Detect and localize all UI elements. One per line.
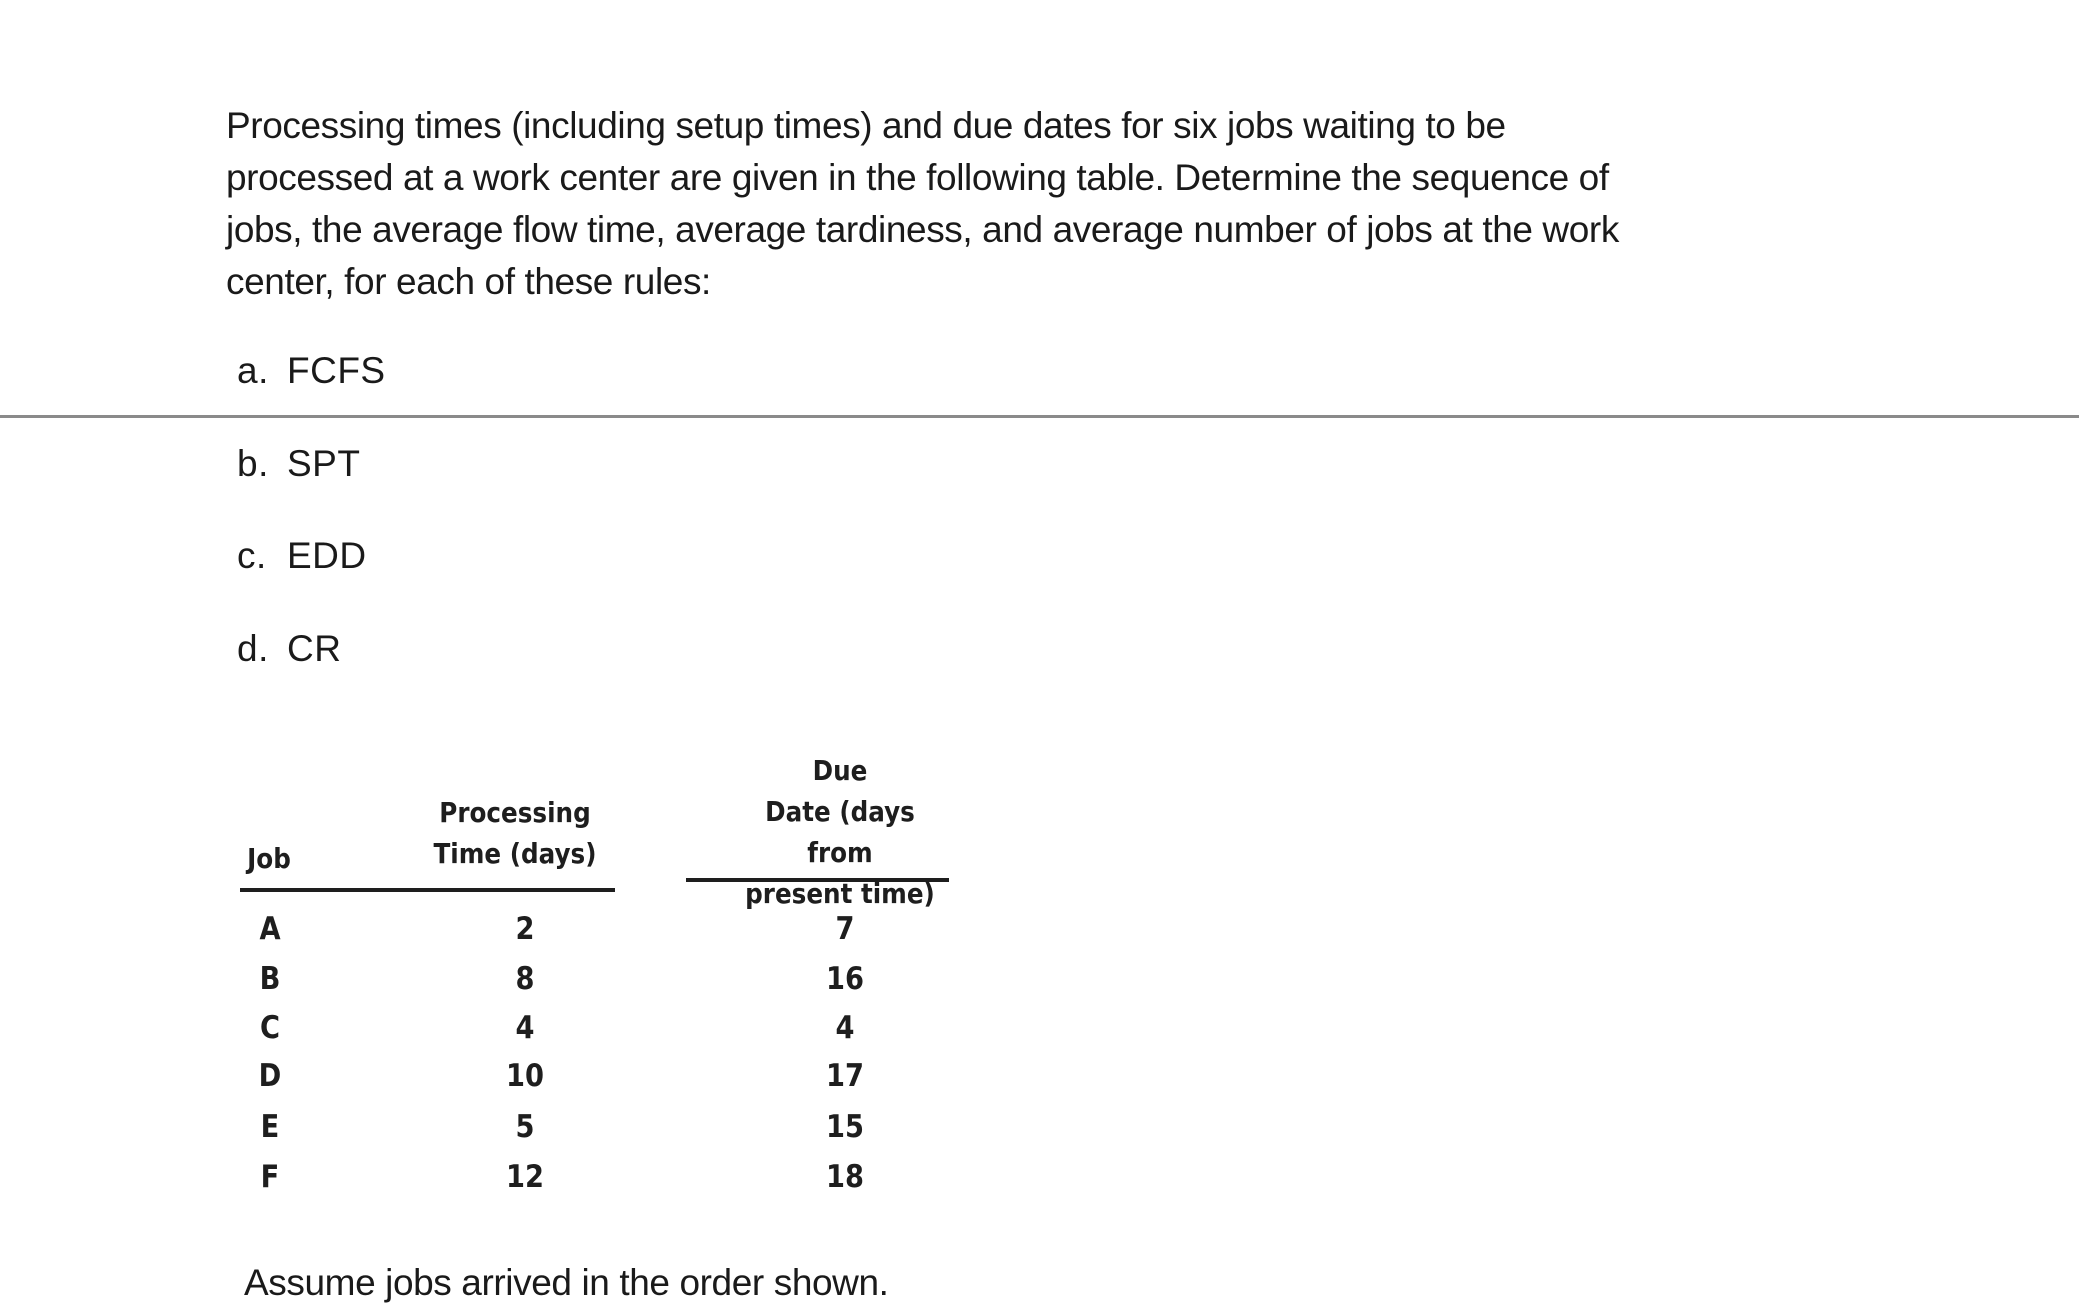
rule-label: CR [287, 628, 342, 669]
rule-item-edd [237, 535, 367, 577]
table-row [0, 958, 2079, 1000]
cell-processing: 2 [515, 911, 535, 947]
assumption-note: Assume jobs arrived in the order shown. [244, 1262, 889, 1303]
rule-item-spt [237, 443, 360, 485]
header-job: Job [247, 842, 291, 875]
cell-due: 15 [826, 1109, 864, 1145]
header-due-line2: Date (days from [765, 795, 915, 869]
header-rule-left [240, 888, 615, 892]
header-processing-time [427, 792, 603, 874]
page-divider [0, 415, 2079, 418]
table-row [0, 1156, 2079, 1198]
header-processing-line2: Time (days) [433, 837, 597, 870]
cell-processing: 5 [515, 1109, 535, 1145]
header-rule-right [686, 878, 949, 882]
cell-processing: 12 [506, 1159, 544, 1195]
cell-job: D [258, 1058, 282, 1094]
header-processing-line1: Processing [439, 796, 591, 829]
rule-label: SPT [287, 443, 361, 484]
rule-item-cr [237, 628, 341, 670]
cell-due: 16 [826, 961, 864, 997]
rule-letter: c. [237, 535, 267, 576]
header-due-line1: Due [812, 754, 868, 787]
table-row [0, 1106, 2079, 1148]
cell-job: E [260, 1109, 280, 1145]
rule-letter: d. [237, 628, 269, 669]
cell-due: 4 [835, 1010, 855, 1046]
rule-item-fcfs [237, 350, 386, 392]
table-row [0, 1007, 2079, 1049]
cell-processing: 10 [506, 1058, 544, 1094]
rule-label: FCFS [287, 350, 386, 391]
rule-letter: a. [237, 350, 269, 391]
cell-job: F [260, 1159, 280, 1195]
rule-letter: b. [237, 443, 269, 484]
table-row [0, 908, 2079, 950]
cell-due: 17 [826, 1058, 864, 1094]
cell-processing: 8 [515, 961, 535, 997]
cell-due: 18 [826, 1159, 864, 1195]
cell-job: C [259, 1010, 281, 1046]
cell-job: A [259, 911, 281, 947]
cell-processing: 4 [515, 1010, 535, 1046]
header-due-line3: present time) [745, 877, 935, 910]
cell-job: B [259, 961, 281, 997]
table-row [0, 1055, 2079, 1097]
rule-label: EDD [287, 535, 367, 576]
header-due-date [734, 750, 945, 914]
cell-due: 7 [835, 911, 855, 947]
problem-statement: Processing times (including setup times) and due dates for six jobs waiting to be processed at a work center are given in the following table. Determine the sequence of jobs, the average flow time, average tardiness, and average number of jobs at the work center, for each of these rules: [226, 105, 1619, 302]
